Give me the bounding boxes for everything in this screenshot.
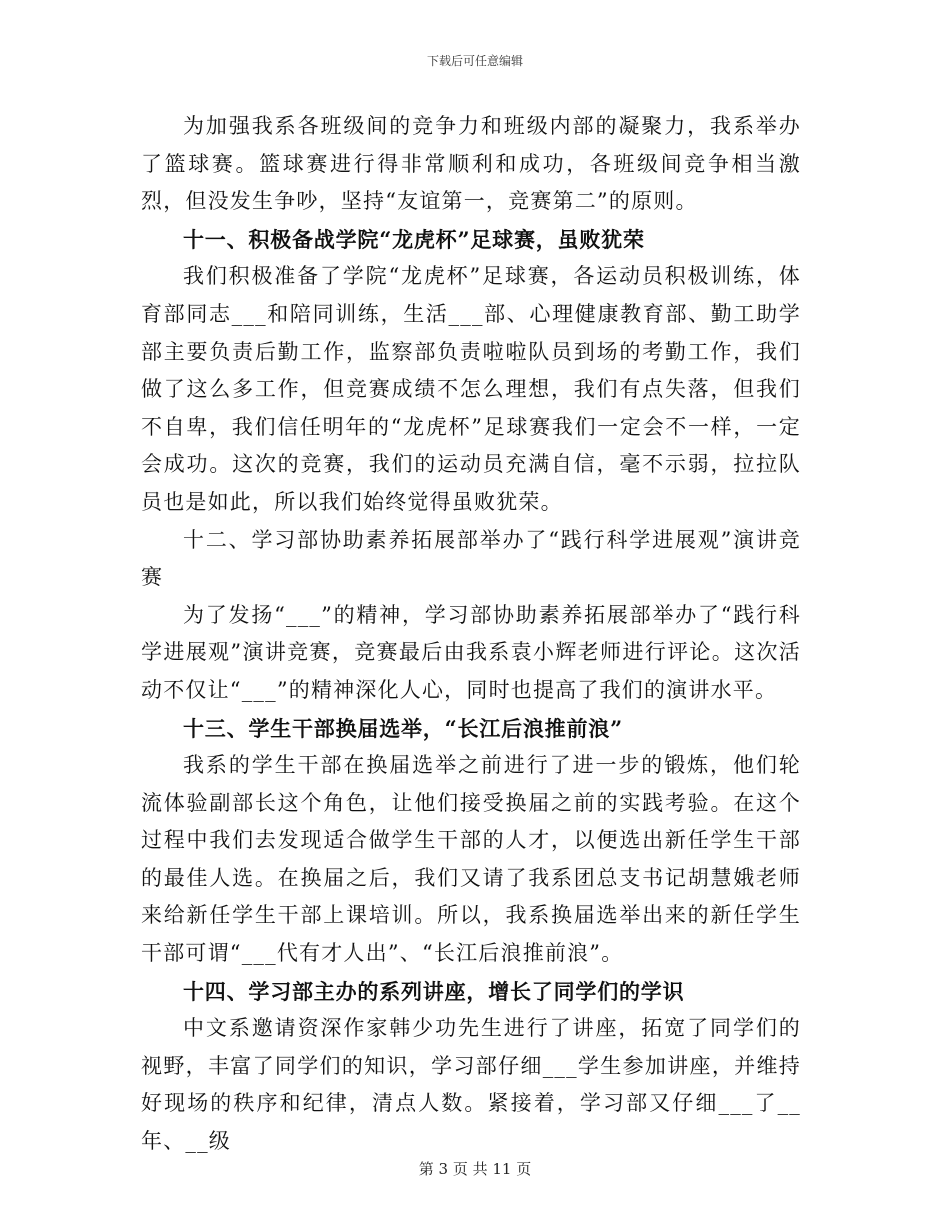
section-heading-13: 十三、学生干部换届选举，“长江后浪推前浪” bbox=[183, 715, 623, 741]
section-heading-14: 十四、学习部主办的系列讲座，增长了同学们的学识 bbox=[183, 978, 685, 1004]
document-body bbox=[141, 108, 801, 1161]
section-heading-11: 十一、积极备战学院“龙虎杯”足球赛，虽败犹荣 bbox=[183, 226, 645, 252]
section-heading-12: 十二、学习部协助素养拓展部举办了“践行科学进展观”演讲竞赛 bbox=[141, 527, 801, 590]
page-number: 第 3 页 共 11 页 bbox=[418, 1160, 532, 1178]
paragraph-basketball: 为加强我系各班级间的竞争力和班级内部的凝聚力，我系举办了篮球赛。篮球赛进行得非常顺利和成功，各班级间竞争相当激烈，但没发生争吵，坚持“友谊第一，竞赛第二”的原则。 bbox=[141, 114, 801, 214]
paragraph-football: 我们积极准备了学院“龙虎杯”足球赛，各运动员积极训练，体育部同志___和陪同训练，生活___部、心理健康教育部、勤工助学部主要负责后勤工作，监察部负责啦啦队员到场的考勤工作，我们做了这么多工作，但竞赛成绩不怎么理想，我们有点失落，但我们不自卑，我们信任明年的“龙虎杯”足球赛我们一定会不一样，一定会成功。这次的竞赛，我们的运动员充满自信，毫不示弱，拉拉队员也是如此，所以我们始终觉得虽败犹荣。 bbox=[141, 264, 801, 514]
paragraph-election: 我系的学生干部在换届选举之前进行了进一步的锻炼，他们轮流体验副部长这个角色，让他们接受换届之前的实践考验。在这个过程中我们去发现适合做学生干部的人才，以便选出新任学生干部的最佳人选。在换届之后，我们又请了我系团总支书记胡慧娥老师来给新任学生干部上课培训。所以，我系换届选举出来的新任学生干部可谓“___代有才人出”、“长江后浪推前浪”。 bbox=[141, 753, 801, 966]
paragraph-speech-contest: 为了发扬“___”的精神，学习部协助素养拓展部举办了“践行科学进展观”演讲竞赛，竞赛最后由我系袁小辉老师进行评论。这次活动不仅让“___”的精神深化人心，同时也提高了我们的演讲水平。 bbox=[141, 602, 801, 702]
paragraph-lectures: 中文系邀请资深作家韩少功先生进行了讲座，拓宽了同学们的视野，丰富了同学们的知识，学习部仔细___学生参加讲座，并维持好现场的秩序和纪律，清点人数。紧接着，学习部又仔细___了__年、__级 bbox=[141, 1016, 801, 1154]
page-header: 下载后可任意编辑 bbox=[426, 54, 523, 68]
